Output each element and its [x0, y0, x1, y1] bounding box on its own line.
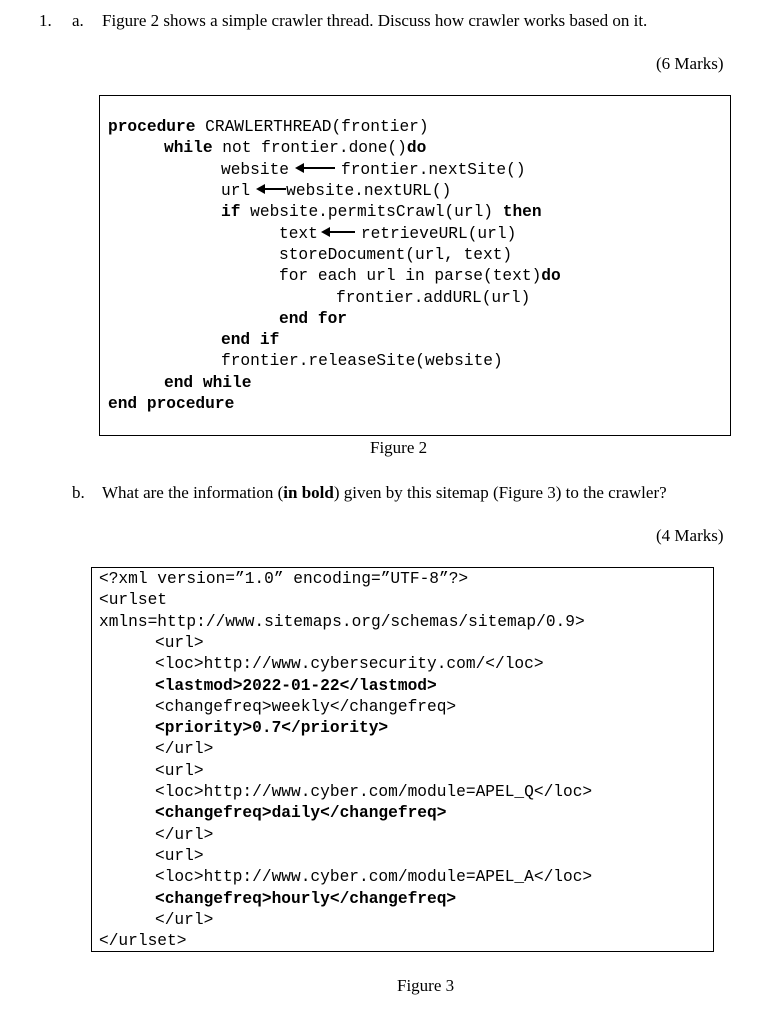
question-b-marks: (4 Marks) [656, 526, 724, 545]
xml-line: </url> [155, 826, 214, 844]
code-line-end-while: end while [164, 374, 252, 392]
xml-line: <?xml version=”1.0” encoding=”UTF-8”?> [99, 570, 469, 588]
xml-line-bold: <changefreq>hourly</changefreq> [155, 890, 457, 908]
kw-do-2: do [541, 267, 561, 285]
xml-line-bold: <lastmod>2022-01-22</lastmod> [155, 677, 437, 695]
figure-2-caption: Figure 2 [370, 438, 428, 457]
text-var: text [279, 225, 318, 243]
question-b-label: b. [72, 483, 85, 502]
xml-line-bold: <priority>0.7</priority> [155, 719, 389, 737]
code-line-end-procedure: end procedure [108, 395, 235, 413]
xml-line: <urlset [99, 591, 167, 609]
xml-line: xmlns=http://www.sitemaps.org/schemas/sitemap/0.9> [99, 613, 585, 631]
xml-line-bold: <changefreq>daily</changefreq> [155, 804, 447, 822]
next-url: website.nextURL() [286, 182, 452, 200]
code-line-text [279, 224, 516, 246]
question-a-marks: (6 Marks) [656, 54, 724, 73]
question-b-text-before: What are the information ( [102, 483, 284, 502]
xml-line: </url> [155, 911, 214, 929]
xml-line: </url> [155, 740, 214, 758]
question-a-label: a. [72, 11, 84, 30]
left-arrow-icon [256, 184, 286, 194]
xml-line: <url> [155, 634, 204, 652]
code-line-procedure [108, 117, 429, 139]
left-arrow-icon [321, 227, 355, 237]
xml-line: <url> [155, 762, 204, 780]
retrieve-url: retrieveURL(url) [360, 225, 517, 243]
question-a-text: Figure 2 shows a simple crawler thread. Discuss how crawler works based on it. [102, 11, 648, 30]
code-line-store: storeDocument(url, text) [279, 246, 513, 264]
kw-if: if [221, 203, 241, 221]
code-line-end-if: end if [221, 331, 280, 349]
kw-while: while [164, 139, 213, 157]
if-cond: website.permitsCrawl(url) [250, 203, 494, 221]
code-line-add-url: frontier.addURL(url) [336, 289, 531, 307]
xml-line: <loc>http://www.cybersecurity.com/</loc> [155, 655, 544, 673]
xml-line: <changefreq>weekly</changefreq> [155, 698, 457, 716]
code-line-release: frontier.releaseSite(website) [221, 352, 503, 370]
kw-procedure: procedure [108, 118, 196, 136]
question-b-text-bold: in bold [283, 483, 334, 502]
question-b-text-after: ) given by this sitemap (Figure 3) to the crawler? [333, 483, 667, 502]
kw-then: then [502, 203, 542, 221]
website-var: website [221, 161, 289, 179]
code-line-while [164, 138, 426, 160]
question-b-text [102, 483, 667, 503]
code-line-url [221, 181, 451, 203]
xml-line: </urlset> [99, 932, 187, 950]
while-cond: not frontier.done() [222, 139, 407, 157]
xml-line: <url> [155, 847, 204, 865]
next-site: frontier.nextSite() [341, 161, 526, 179]
question-number: 1. [39, 11, 52, 30]
figure-3-caption: Figure 3 [397, 976, 455, 995]
xml-line: <loc>http://www.cyber.com/module=APEL_A</loc> [155, 868, 593, 886]
xml-line: <loc>http://www.cyber.com/module=APEL_Q</loc> [155, 783, 593, 801]
for-each: for each url in parse(text) [279, 267, 542, 285]
code-line-for [279, 266, 561, 288]
code-line-if [221, 202, 542, 224]
url-var: url [221, 182, 251, 200]
left-arrow-icon [295, 163, 335, 173]
code-line-end-for: end for [279, 310, 347, 328]
proc-name: CRAWLERTHREAD(frontier) [205, 118, 429, 136]
kw-do: do [406, 139, 427, 157]
code-line-website [221, 160, 526, 182]
